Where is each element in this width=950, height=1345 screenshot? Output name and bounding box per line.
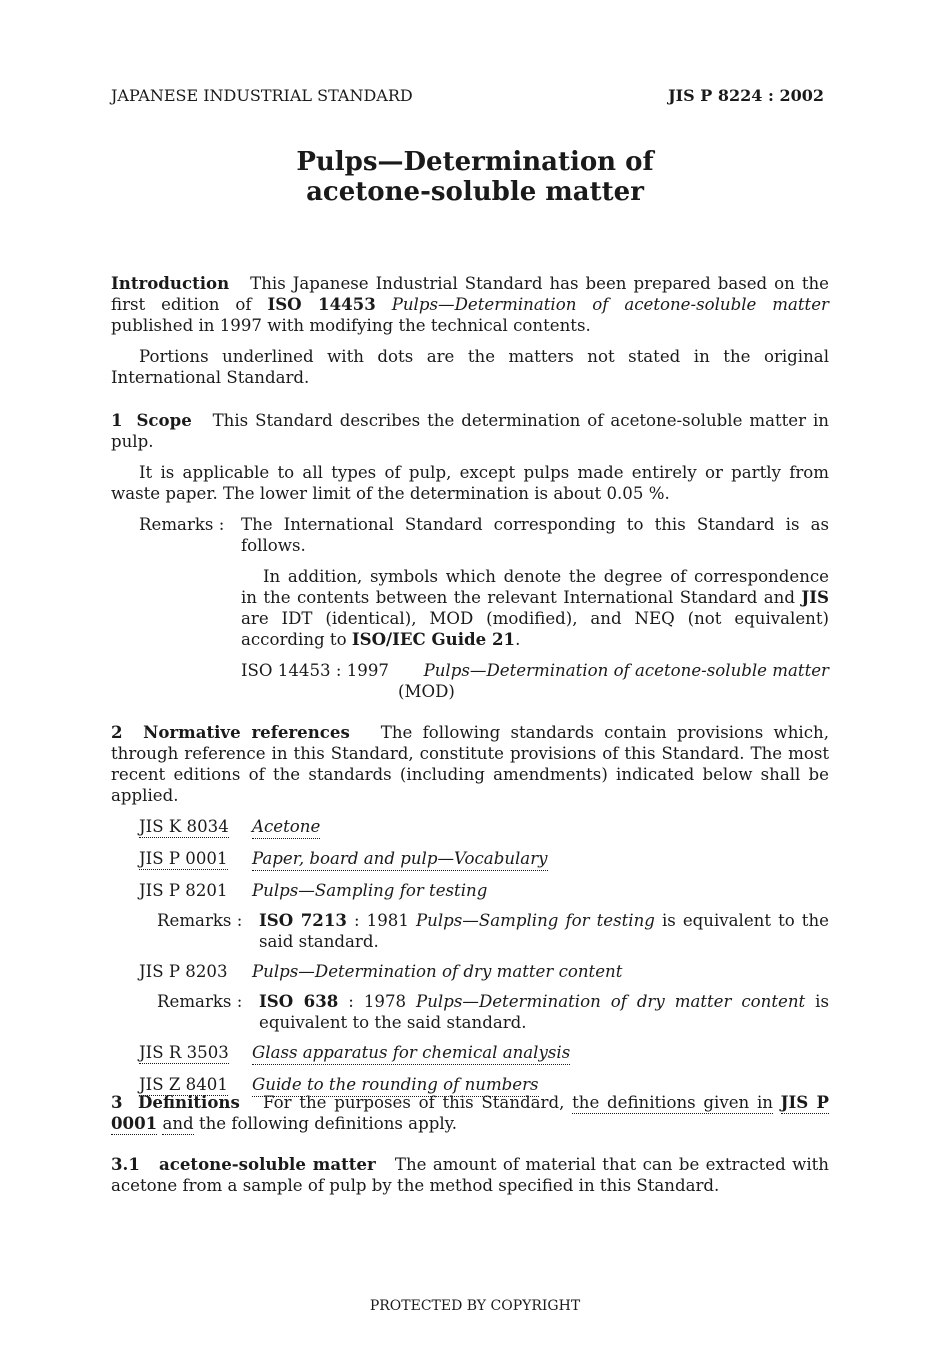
reference-code: JIS K 8034 bbox=[139, 817, 229, 836]
iso-ref-code: ISO 14453 : 1997 bbox=[241, 661, 389, 680]
title-line-1: Pulps—Determination of bbox=[296, 147, 654, 177]
normative-intro bbox=[111, 722, 829, 806]
remarks-iso-code: ISO 7213 bbox=[259, 910, 347, 930]
normative-heading: Normative references bbox=[143, 722, 350, 742]
intro-text-a: This Japanese Industrial Standard has been prepared based on the first edition of bbox=[111, 274, 830, 314]
intro-paragraph-1 bbox=[111, 273, 829, 336]
scope-text-1: This Standard describes the determination of acetone-soluble matter in pulp. bbox=[111, 411, 829, 451]
document-title bbox=[0, 147, 950, 207]
header-standard-number: JIS P 8224 : 2002 bbox=[668, 86, 824, 105]
scope-paragraph-2: It is applicable to all types of pulp, except pulps made entirely or partly from waste paper. The lower limit of the determination is about 0.05 %. bbox=[111, 463, 829, 503]
definitions-heading: Definitions bbox=[138, 1092, 240, 1112]
reference-title: Guide to the rounding of numbers bbox=[252, 1074, 539, 1097]
scope-number: 1 bbox=[111, 410, 123, 430]
reference-code: JIS R 3503 bbox=[139, 1043, 229, 1062]
intro-iso-code: ISO 14453 bbox=[267, 294, 376, 314]
normative-references-section bbox=[111, 722, 829, 1097]
reference-item bbox=[139, 1042, 829, 1065]
definitions-text-a: For the purposes of this Standard, bbox=[263, 1093, 565, 1112]
reference-remarks bbox=[157, 991, 829, 1033]
reference-code: JIS P 8203 bbox=[139, 962, 228, 981]
iso-ref-mod: (MOD) bbox=[398, 682, 455, 701]
intro-text-b: published in 1997 with modifying the technical contents. bbox=[111, 316, 591, 335]
scope-section bbox=[111, 410, 829, 702]
header-standard-type: JAPANESE INDUSTRIAL STANDARD bbox=[111, 86, 413, 105]
definitions-dotted-and: and bbox=[162, 1114, 194, 1133]
reference-item bbox=[139, 961, 829, 982]
definitions-number: 3 bbox=[111, 1092, 123, 1112]
remarks-iso-title: Pulps—Determination of dry matter content bbox=[416, 992, 806, 1011]
reference-item bbox=[139, 816, 829, 839]
normative-number: 2 bbox=[111, 722, 123, 742]
reference-remarks-text bbox=[259, 910, 829, 952]
remarks-tail: is equivalent to the said standard. bbox=[259, 992, 829, 1032]
normative-intro-text: The following standards contain provisions which, through reference in this Standard, constitute provisions of this Standard. The most recent editions of the standards (including amendments) indicated below shall be applied. bbox=[111, 723, 829, 805]
correspondence-jis: JIS bbox=[801, 587, 829, 607]
introduction-section bbox=[111, 273, 829, 388]
reference-remarks-label: Remarks : bbox=[157, 992, 243, 1011]
definitions-paragraph bbox=[111, 1092, 829, 1134]
intro-iso-title: Pulps—Determination of acetone-soluble matter bbox=[391, 295, 829, 314]
scope-remarks-paragraph-2 bbox=[241, 566, 829, 650]
iso-correspondence-ref bbox=[241, 660, 829, 702]
remarks-iso-year: : 1981 bbox=[354, 911, 409, 930]
intro-paragraph-2: Portions underlined with dots are the matters not stated in the original International Standard. bbox=[111, 347, 829, 387]
definition-text: The amount of material that can be extracted with acetone from a sample of pulp by the method specified in this Standard. bbox=[111, 1155, 829, 1195]
intro-heading: Introduction bbox=[111, 273, 230, 293]
remarks-iso-year: : 1978 bbox=[348, 992, 407, 1011]
reference-item bbox=[139, 880, 829, 901]
scope-remarks bbox=[139, 514, 829, 556]
title-line-2: acetone-soluble matter bbox=[306, 177, 644, 207]
scope-paragraph-1 bbox=[111, 410, 829, 452]
reference-remarks-label: Remarks : bbox=[157, 911, 243, 930]
definition-term: acetone-soluble matter bbox=[159, 1154, 376, 1174]
reference-item bbox=[139, 848, 829, 871]
scope-remarks-label: Remarks : bbox=[139, 515, 225, 534]
definitions-section bbox=[111, 1092, 829, 1196]
definitions-dotted-jis: JIS P 0001 bbox=[111, 1092, 829, 1133]
reference-remarks bbox=[157, 910, 829, 952]
correspondence-text-a: In addition, symbols which denote the degree of correspondence in the contents between the relevant International Standard and bbox=[241, 567, 829, 607]
iso-ref-title: Pulps—Determination of acetone-soluble matter bbox=[423, 661, 829, 680]
remarks-tail: is equivalent to the said standard. bbox=[259, 911, 829, 951]
reference-list bbox=[139, 816, 829, 1097]
copyright-footer: PROTECTED BY COPYRIGHT bbox=[369, 1298, 581, 1314]
remarks-iso-code: ISO 638 bbox=[259, 991, 339, 1011]
reference-title: Glass apparatus for chemical analysis bbox=[252, 1042, 570, 1065]
remarks-iso-title: Pulps—Sampling for testing bbox=[415, 911, 655, 930]
reference-title: Pulps—Determination of dry matter content bbox=[252, 962, 623, 981]
definitions-dotted-text: the definitions given in bbox=[572, 1093, 773, 1112]
reference-title: Pulps—Sampling for testing bbox=[252, 881, 488, 900]
reference-title: Acetone bbox=[252, 816, 320, 839]
definition-number: 3.1 bbox=[111, 1154, 140, 1174]
correspondence-text-c: . bbox=[515, 630, 521, 649]
scope-heading: Scope bbox=[136, 410, 192, 430]
correspondence-guide: ISO/IEC Guide 21 bbox=[351, 629, 516, 649]
iso-ref-line bbox=[241, 660, 829, 681]
reference-title: Paper, board and pulp—Vocabulary bbox=[252, 848, 548, 871]
reference-code: JIS Z 8401 bbox=[139, 1075, 228, 1094]
reference-remarks-text bbox=[259, 991, 829, 1033]
definitions-text-b: the following definitions apply. bbox=[198, 1114, 458, 1133]
scope-remarks-text: The International Standard corresponding to this Standard is as follows. bbox=[241, 515, 829, 555]
reference-code: JIS P 0001 bbox=[139, 849, 228, 868]
definition-3-1 bbox=[111, 1154, 829, 1196]
reference-code: JIS P 8201 bbox=[139, 881, 228, 900]
correspondence-text-b: are IDT (identical), MOD (modified), and NEQ (not equivalent) according to bbox=[241, 609, 829, 649]
